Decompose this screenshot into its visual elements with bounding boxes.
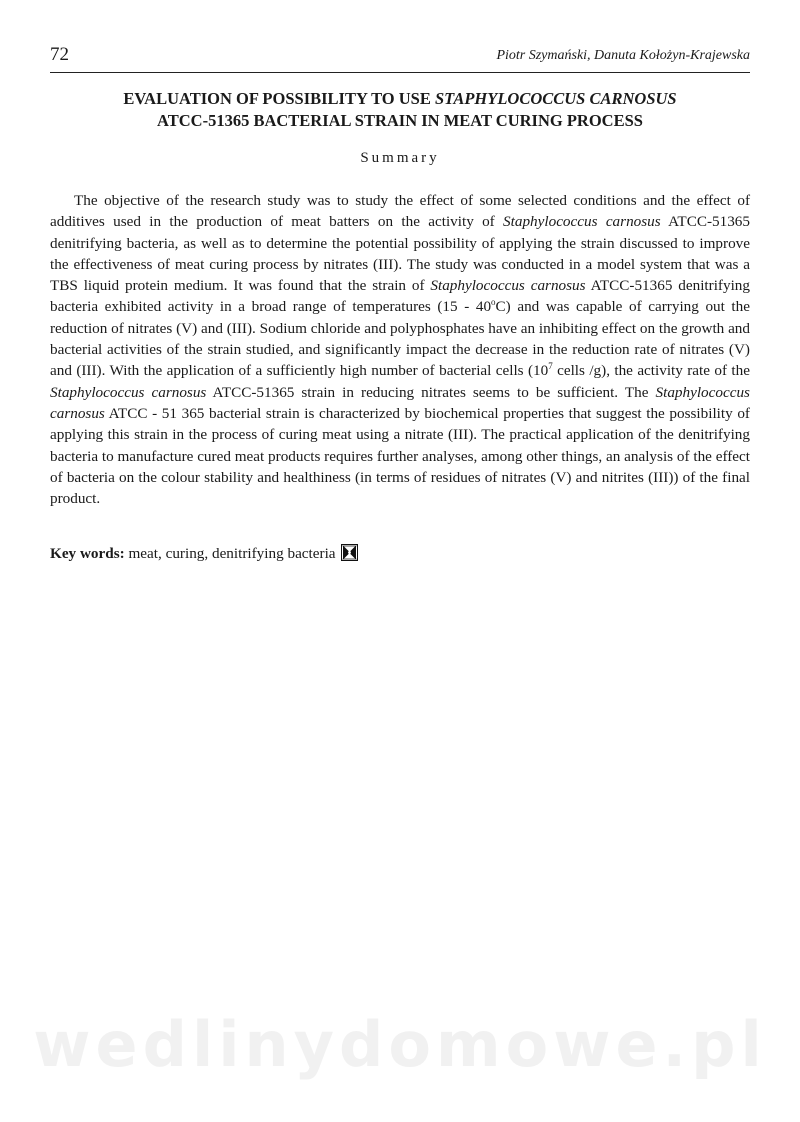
- abstract-paragraph: [50, 190, 750, 509]
- abstract-text-6: ATCC-51365 strain in reducing nitrates seems to be sufficient. The: [206, 383, 656, 401]
- keywords-text: meat, curing, denitrifying bacteria: [124, 545, 336, 562]
- species-name-4: Staphylococcus carnosus: [50, 383, 750, 422]
- watermark: wedlinydomowe.pl: [33, 1008, 767, 1081]
- title-line1-species: STAPHYLOCOCCUS CARNOSUS: [435, 89, 677, 108]
- degree-superscript: o: [491, 297, 496, 308]
- abstract-text-7: ATCC - 51 365 bacterial strain is characterized by biochemical properties that suggest the possibility of applying this strain in the process of curing meat using a nitrate (III). The practical application of the denitrifying bacteria to manufacture cured meat products requires further analyses, among other things, an analysis of the effect of bacteria on the colour stability and healthiness (in terms of residues of nitrates (V) and nitrites (III)) of the final product.: [50, 404, 750, 508]
- species-name-2: Staphylococcus carnosus: [430, 277, 586, 295]
- title-line1-text: EVALUATION OF POSSIBILITY TO USE: [123, 89, 435, 108]
- exponent-superscript: 7: [548, 361, 553, 372]
- title-line2: ATCC-51365 BACTERIAL STRAIN IN MEAT CURING PROCESS: [157, 111, 643, 130]
- article-title: [50, 88, 750, 132]
- running-head-authors: Piotr Szymański, Danuta Kołożyn-Krajewska: [496, 48, 750, 63]
- abstract-text-1: The objective of the research study was to study the effect of some selected conditions and the effect of additives used in the production of meat batters on the activity of: [50, 192, 750, 231]
- abstract-text-5: cells /g), the activity rate of the: [552, 362, 750, 380]
- abstract-text-2: ATCC-51365 denitrifying bacteria, as well as to determine the potential possibility of applying the strain discussed to improve the effectiveness of meat curing process by nitrates (III). The study was conducted in a model system that was a TBS liquid protein medium. It was found that the strain of: [50, 213, 750, 295]
- page-header: [50, 44, 750, 73]
- end-of-article-icon: [341, 544, 358, 561]
- page-number: 72: [50, 44, 69, 65]
- species-name-3: Staphylococcus carnosus: [50, 383, 207, 401]
- abstract-text-3: ATCC-51365 denitrifying bacteria exhibited activity in a broad range of temperatures (15 - 40: [50, 277, 750, 316]
- species-name-1: Staphylococcus carnosus: [503, 213, 661, 231]
- keywords-label: Key words:: [50, 545, 125, 562]
- summary-heading: Summary: [360, 150, 440, 166]
- abstract-text-4: C) and was capable of carrying out the reduction of nitrates (V) and (III). Sodium chloride and polyphosphates have an inhibiting effect on the growth and bacterial activities of the strain studied, and significantly impact the decrease in the reduction rate of nitrates (V) and (III). With the application of a sufficiently high number of bacterial cells (10: [50, 298, 750, 380]
- keywords-line: [50, 543, 750, 564]
